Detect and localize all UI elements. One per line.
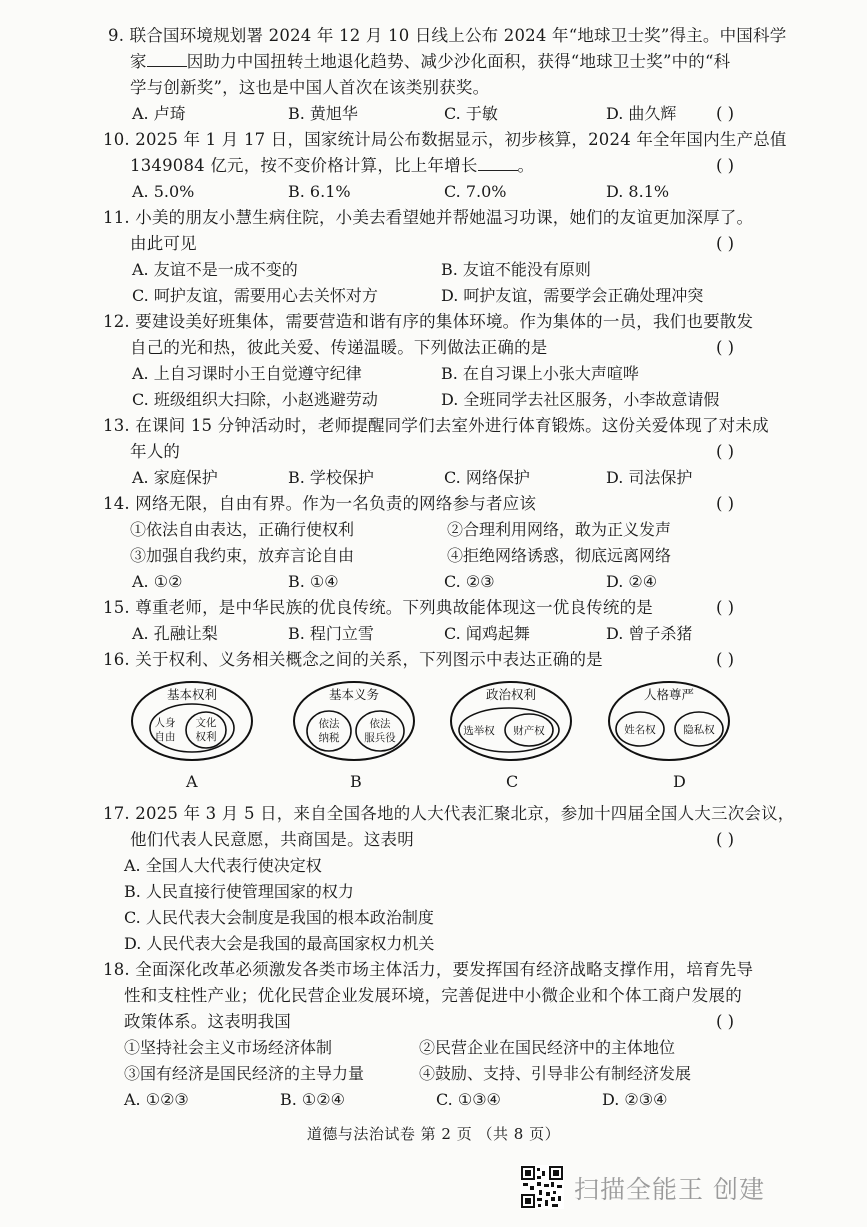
q17-option-d: D. 人民代表大会是我国的最高国家权力机关: [124, 934, 435, 953]
q12-option-a: A. 上自习课时小王自觉遵守纪律: [132, 364, 362, 383]
q11-option-b: B. 友谊不能没有原则: [441, 260, 591, 279]
diagram-c-label: C: [506, 772, 519, 791]
diagram-a-inner2-line2: 权利: [195, 731, 217, 743]
diagram-b-inner2-line1: 依法: [369, 718, 391, 730]
q17-option-a: A. 全国人大代表行使决定权: [124, 856, 322, 875]
q14-line1: 14. 网络无限，自由有界。作为一名负责的网络参与者应该: [103, 494, 537, 513]
qr-code-icon: [520, 1165, 564, 1209]
q18-line3: 政策体系。这表明我国: [124, 1012, 291, 1031]
diagram-a-outer-label: 基本权利: [166, 687, 218, 702]
q15-answer-paren: ( ): [716, 598, 735, 617]
q18-option-b: B. ①②④: [280, 1090, 345, 1109]
q18-option-d: D. ②③④: [602, 1090, 668, 1109]
q10-answer-paren: ( ): [716, 156, 735, 175]
q9-line3: 学与创新奖”，这也是中国人首次在该类别获奖。: [130, 78, 490, 97]
q15-option-a: A. 孔融让梨: [132, 624, 218, 643]
q13-line1: 13. 在课间 15 分钟活动时，老师提醒同学们去室外进行体育锻炼。这份关爱体现了对未成: [103, 416, 769, 435]
diagram-d-outer-label: 人格尊严: [643, 687, 695, 702]
diagram-a-label: A: [186, 772, 198, 791]
q10-line2: [130, 155, 534, 177]
q9-line2-start: 家: [130, 52, 147, 71]
q15-option-c: C. 闻鸡起舞: [444, 624, 530, 643]
q15-option-b: B. 程门立雪: [288, 624, 374, 643]
diagram-d-inner2: 隐私权: [683, 724, 715, 736]
diagram-d-inner1: 姓名权: [624, 724, 656, 736]
q14-answer-paren: ( ): [716, 494, 735, 513]
q18-item-3: ③国有经济是国民经济的主导力量: [124, 1064, 365, 1083]
q17-option-b: B. 人民直接行使管理国家的权力: [124, 882, 354, 901]
q12-option-c: C. 班级组织大扫除，小赵逃避劳动: [132, 390, 378, 409]
q13-option-b: B. 学校保护: [288, 468, 374, 487]
q11-option-d: D. 呵护友谊，需要学会正确处理冲突: [441, 286, 704, 305]
q15-line1: 15. 尊重老师，是中华民族的优良传统。下列典故能体现这一优良传统的是: [103, 598, 653, 617]
q13-option-c: C. 网络保护: [444, 468, 530, 487]
q18-item-1: ①坚持社会主义市场经济体制: [124, 1038, 333, 1057]
page-footer: 道德与法治试卷 第 2 页 （共 8 页）: [306, 1125, 561, 1143]
q9-answer-paren: ( ): [716, 104, 735, 123]
q12-option-d: D. 全班同学去社区服务，小李故意请假: [441, 390, 720, 409]
q17-answer-paren: ( ): [716, 830, 735, 849]
q12-line1: 12. 要建设美好班集体，需要营造和谐有序的集体环境。作为集体的一员，我们也要散发: [103, 312, 754, 331]
q18-item-4: ④鼓励、支持、引导非公有制经济发展: [419, 1064, 692, 1083]
diagram-a-inner1-line1: 人身: [154, 717, 176, 729]
q16-line1: 16. 关于权利、义务相关概念之间的关系，下列图示中表达正确的是: [103, 650, 603, 669]
q14-option-b: B. ①④: [288, 572, 339, 591]
q17-line1: 17. 2025 年 3 月 5 日，来自全国各地的人大代表汇聚北京，参加十四届全国人大三次会议，: [103, 804, 795, 823]
q14-option-c: C. ②③: [444, 572, 495, 591]
diagram-a: [130, 680, 254, 766]
q14-option-a: A. ①②: [132, 572, 183, 591]
q12-option-b: B. 在自习课上小张大声喧哗: [441, 364, 639, 383]
diagram-c-inner2: 财产权: [513, 725, 545, 737]
diagram-b-inner2-line2: 服兵役: [364, 732, 396, 744]
q14-item-1: ①依法自由表达，正确行使权利: [130, 520, 355, 539]
q11-option-a: A. 友谊不是一成不变的: [132, 260, 298, 279]
q10-option-c: C. 7.0%: [444, 182, 507, 201]
diagram-d-label: D: [673, 772, 686, 791]
q16-answer-paren: ( ): [716, 650, 735, 669]
diagram-c-outer-label: 政治权利: [485, 687, 537, 702]
q18-line2: 性和支柱性产业；优化民营企业发展环境，完善促进中小微企业和个体工商户发展的: [124, 986, 742, 1005]
q14-item-2: ②合理利用网络，敢为正义发声: [447, 520, 672, 539]
q9-line2-end: 因助力中国扭转土地退化趋势、减少沙化面积，获得“地球卫士奖”中的“科: [186, 52, 731, 71]
q11-answer-paren: ( ): [716, 234, 735, 253]
q10-option-a: A. 5.0%: [132, 182, 195, 201]
q9-line2: [130, 51, 730, 73]
q9-line1: 9. 联合国环境规划署 2024 年 12 月 10 日线上公布 2024 年“地球卫士奖”得主。中国科学: [108, 26, 787, 45]
diagram-b-inner1-line1: 依法: [318, 718, 340, 730]
q14-item-4: ④拒绝网络诱惑，彻底远离网络: [447, 546, 672, 565]
diagram-a-inner1-line2: 自由: [154, 731, 176, 743]
q11-line2: 由此可见: [130, 234, 197, 253]
q12-answer-paren: ( ): [716, 338, 735, 357]
diagram-b-label: B: [350, 772, 362, 791]
q9-blank: [147, 52, 187, 67]
q18-answer-paren: ( ): [716, 1012, 735, 1031]
q13-line2: 年人的: [130, 442, 181, 461]
q11-option-c: C. 呵护友谊，需要用心去关怀对方: [132, 286, 378, 305]
q18-line1: 18. 全面深化改革必须激发各类市场主体活力，要发挥国有经济战略支撑作用，培育先导: [103, 960, 754, 979]
diagram-b-inner1-line2: 纳税: [318, 732, 340, 744]
q10-option-d: D. 8.1%: [606, 182, 670, 201]
q13-answer-paren: ( ): [716, 442, 735, 461]
q11-line1: 11. 小美的朋友小慧生病住院，小美去看望她并帮她温习功课，她们的友谊更加深厚了。: [103, 208, 754, 227]
q14-option-d: D. ②④: [606, 572, 658, 591]
q15-option-d: D. 曾子杀猪: [606, 624, 693, 643]
q18-option-c: C. ①③④: [436, 1090, 501, 1109]
q18-item-2: ②民营企业在国民经济中的主体地位: [419, 1038, 676, 1057]
diagram-d: [607, 680, 731, 766]
diagram-c: [449, 680, 573, 766]
q10-option-b: B. 6.1%: [288, 182, 351, 201]
q13-option-a: A. 家庭保护: [132, 468, 218, 487]
q10-line1: 10. 2025 年 1 月 17 日，国家统计局公布数据显示，初步核算，2024 年全年国内生产总值: [103, 130, 787, 149]
q10-line2-end: 。: [517, 156, 535, 175]
q9-option-a: A. 卢琦: [132, 104, 186, 123]
q18-option-a: A. ①②③: [124, 1090, 189, 1109]
q10-line2-start: 1349084 亿元，按不变价格计算，比上年增长: [130, 156, 478, 175]
q9-option-d: D. 曲久辉: [606, 104, 677, 123]
q14-item-3: ③加强自我约束，放弃言论自由: [130, 546, 355, 565]
diagram-b: [292, 680, 416, 766]
q10-blank: [478, 156, 518, 171]
q17-option-c: C. 人民代表大会制度是我国的根本政治制度: [124, 908, 434, 927]
diagram-c-inner1: 选举权: [463, 725, 495, 737]
q9-option-c: C. 于敏: [444, 104, 498, 123]
q13-option-d: D. 司法保护: [606, 468, 693, 487]
diagram-a-inner2-line1: 文化: [195, 717, 217, 729]
q17-line2: 他们代表人民意愿，共商国是。这表明: [130, 830, 414, 849]
q9-option-b: B. 黄旭华: [288, 104, 358, 123]
scanner-brand-watermark: 扫描全能王 创建: [574, 1175, 765, 1204]
q12-line2: 自己的光和热，彼此关爱、传递温暖。下列做法正确的是: [130, 338, 548, 357]
diagram-b-outer-label: 基本义务: [328, 687, 380, 702]
